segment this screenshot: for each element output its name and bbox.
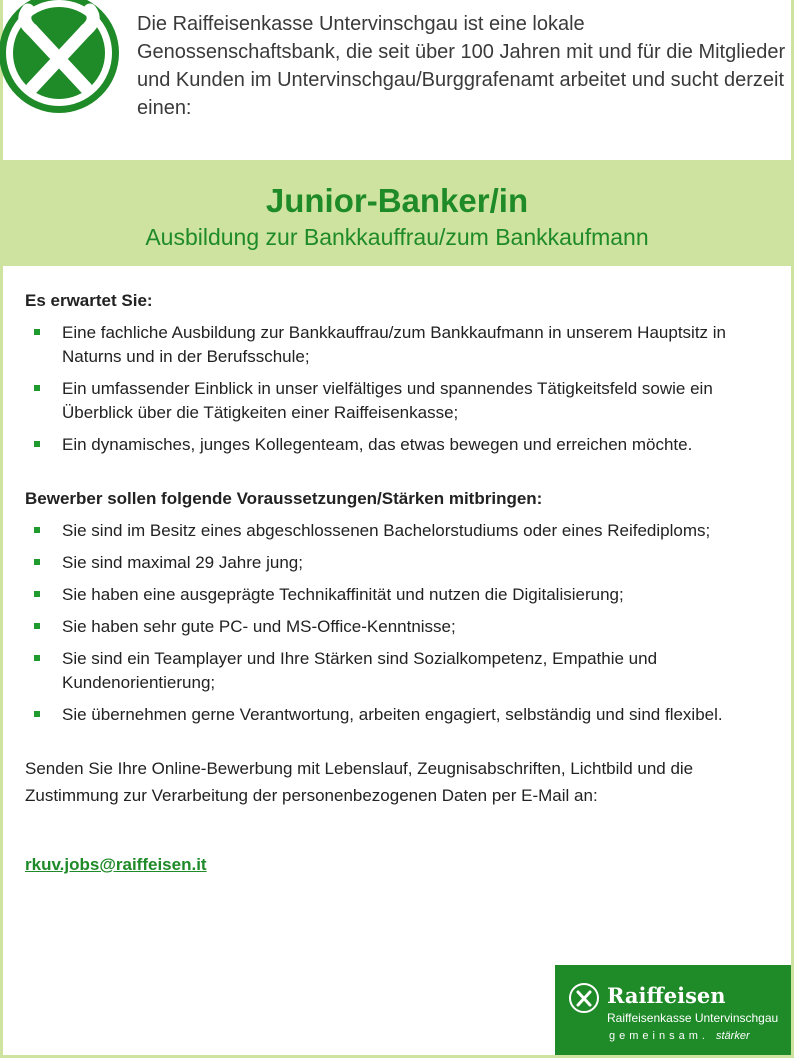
main-content	[25, 289, 775, 877]
list-item: Sie haben eine ausgeprägte Technikaffinität und nutzen die Digitalisierung;	[25, 583, 775, 607]
bullet-square-icon	[34, 329, 40, 335]
list-item: Ein dynamisches, junges Kollegenteam, das etwas bewegen und erreichen möchte.	[25, 433, 775, 457]
application-instructions: Senden Sie Ihre Online-Bewerbung mit Lebenslauf, Zeugnisabschriften, Lichtbild und die Zustimmung zur Verarbeitung der personenbezogenen Daten per E-Mail an:	[25, 759, 694, 805]
list-item: Sie sind im Besitz eines abgeschlossenen Bachelorstudiums oder eines Reifediploms;	[25, 519, 775, 543]
list-item: Sie sind ein Teamplayer und Ihre Stärken sind Sozialkompetenz, Empathie und Kundenorientierung;	[25, 647, 775, 695]
bullet-square-icon	[34, 385, 40, 391]
email-link[interactable]: rkuv.jobs@raiffeisen.it	[25, 855, 207, 874]
bullet-square-icon	[34, 655, 40, 661]
bullet-square-icon	[34, 559, 40, 565]
footer-subline: Raiffeisenkasse Untervinschgau	[607, 1011, 779, 1025]
list-item: Sie übernehmen gerne Verantwortung, arbeiten engagiert, selbständig und sind flexibel.	[25, 703, 775, 727]
section-heading-offer: Es erwartet Sie:	[25, 291, 153, 310]
bullet-square-icon	[34, 441, 40, 447]
footer-tagline: gemeinsam. stärker	[609, 1030, 750, 1042]
list-item: Sie haben sehr gute PC- und MS-Office-Kenntnisse;	[25, 615, 775, 639]
list-item: Sie sind maximal 29 Jahre jung;	[25, 551, 775, 575]
raiffeisen-logo-icon	[0, 0, 122, 116]
job-title: Junior-Banker/in	[265, 182, 529, 219]
list-item: Eine fachliche Ausbildung zur Bankkauffrau/zum Bankkaufmann in unserem Hauptsitz in Naturns und in der Berufsschule;	[25, 321, 775, 369]
bullet-square-icon	[34, 711, 40, 717]
bullet-square-icon	[34, 591, 40, 597]
job-subtitle: Ausbildung zur Bankkauffrau/zum Bankkaufmann	[145, 224, 649, 250]
bullet-square-icon	[34, 623, 40, 629]
footer-logo	[555, 965, 791, 1055]
bullet-square-icon	[34, 527, 40, 533]
raiffeisen-logo-icon	[569, 983, 599, 1013]
section-heading-requirements: Bewerber sollen folgende Voraussetzungen/Stärken mitbringen:	[25, 489, 543, 508]
job-title-banner	[0, 160, 794, 266]
list-item: Ein umfassender Einblick in unser vielfältiges und spannendes Tätigkeitsfeld sowie ein Überblick über die Tätigkeiten einer Raiffeisenkasse;	[25, 377, 775, 425]
offer-list	[25, 321, 775, 457]
footer-brand: Raiffeisen	[607, 983, 726, 1008]
intro-text: Die Raiffeisenkasse Untervinschgau ist eine lokale Genossenschaftsbank, die seit über 100 Jahren mit und für die Mitglieder und Kunden im Untervinschgau/Burggrafenamt arbeitet und sucht derzeit einen:	[137, 13, 786, 119]
requirements-list	[25, 519, 775, 727]
